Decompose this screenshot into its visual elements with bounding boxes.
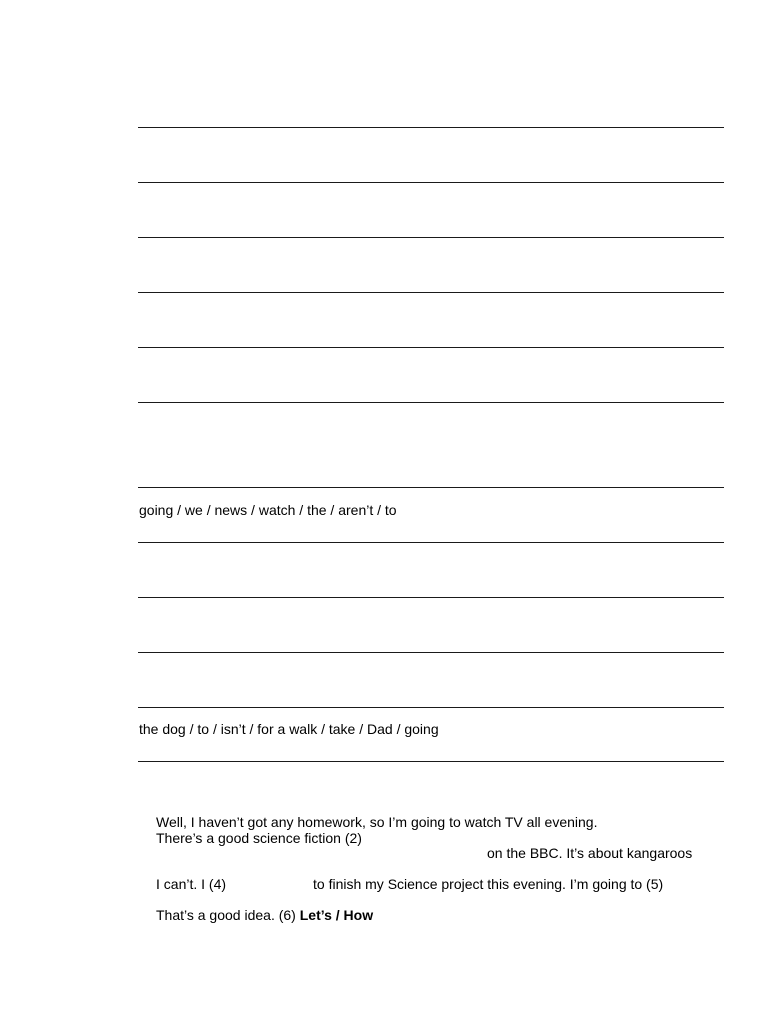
writing-line-11 [138, 707, 724, 708]
writing-line-10 [138, 652, 724, 653]
writing-line-6 [138, 402, 724, 403]
writing-line-7 [138, 487, 724, 488]
dialogue-line-4-end: to finish my Science project this evening. I’m going to (5) [313, 876, 664, 892]
dialogue-line-5 [156, 907, 373, 923]
dialogue-line-1: Well, I haven’t got any homework, so I’m going to watch TV all evening. [156, 814, 598, 830]
word-order-prompt-b: the dog / to / isn’t / for a walk / take / Dad / going [139, 721, 439, 737]
dialogue-line-3: on the BBC. It’s about kangaroos [487, 845, 693, 861]
writing-line-3 [138, 237, 724, 238]
word-order-prompt-a: going / we / news / watch / the / aren’t / to [139, 502, 397, 518]
writing-line-9 [138, 597, 724, 598]
dialogue-line-5-options: Let’s / How [299, 907, 374, 923]
writing-line-2 [138, 182, 724, 183]
writing-line-1 [138, 127, 724, 128]
writing-line-12 [138, 761, 724, 762]
dialogue-line-4-start: I can’t. I (4) [156, 876, 227, 892]
writing-line-8 [138, 542, 724, 543]
writing-line-4 [138, 292, 724, 293]
writing-line-5 [138, 347, 724, 348]
dialogue-line-5-text: That’s a good idea. (6) [156, 907, 296, 923]
dialogue-line-2: There’s a good science fiction (2) [156, 830, 362, 846]
